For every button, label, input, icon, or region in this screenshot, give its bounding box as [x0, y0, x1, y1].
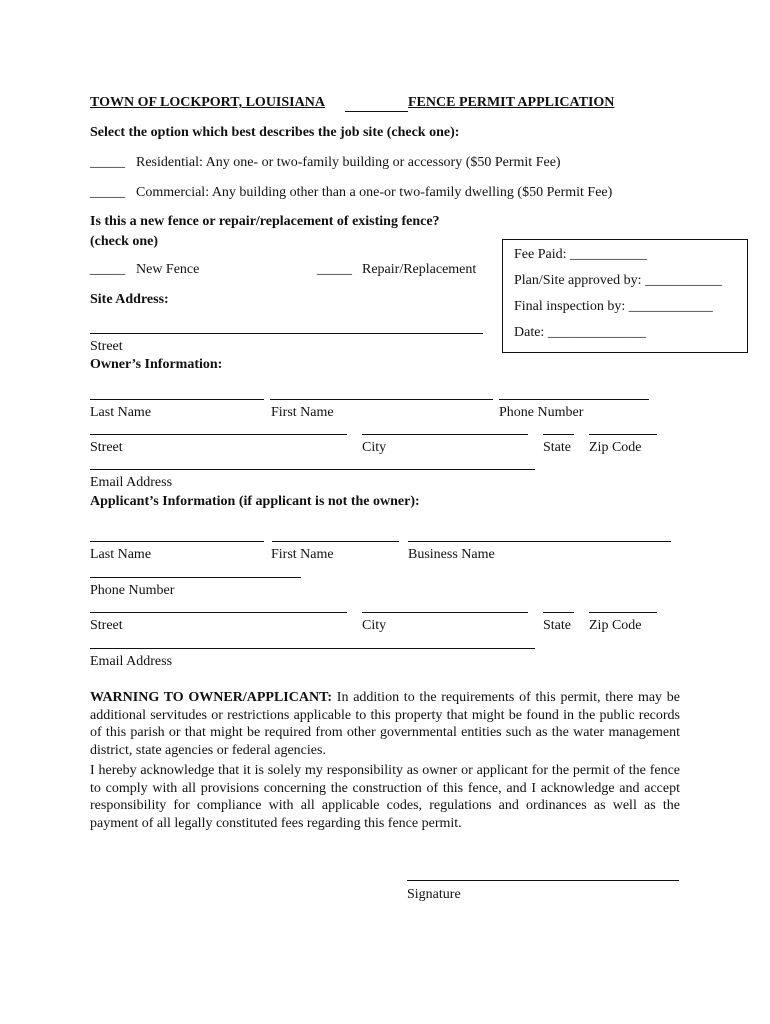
commercial-checkbox-blank[interactable]: _____: [90, 185, 125, 200]
new-fence-option: New Fence: [136, 262, 200, 277]
owner-first-name-line[interactable]: [270, 399, 493, 400]
warning-label: WARNING TO OWNER/APPLICANT:: [90, 690, 333, 705]
site-address-label: Site Address:: [90, 292, 169, 307]
applicant-street-label: Street: [90, 618, 123, 633]
owner-phone-label: Phone Number: [499, 405, 584, 420]
owner-city-line[interactable]: [362, 434, 528, 435]
new-fence-checkbox-blank[interactable]: _____: [90, 262, 125, 277]
applicant-last-name-label: Last Name: [90, 547, 152, 562]
town-title: TOWN OF LOCKPORT, LOUISIANA: [90, 95, 325, 110]
applicant-phone-line[interactable]: [90, 577, 301, 578]
applicant-heading: Applicant’s Information (if applicant is not the owner):: [90, 494, 420, 509]
owner-email-line[interactable]: [90, 469, 535, 470]
applicant-city-label: City: [362, 618, 387, 633]
applicant-state-line[interactable]: [543, 612, 574, 613]
owner-last-name-label: Last Name: [90, 405, 152, 420]
applicant-business-label: Business Name: [408, 547, 495, 562]
applicant-first-name-line[interactable]: [272, 541, 399, 542]
acknowledgement-paragraph: I hereby acknowledge that it is solely my responsibility as owner or applicant for the permit of the fence to comply with all provisions concerning the construction of this fence, and I acknowledge and accept responsibility for compliance with all applicable codes, regulations and ordinances as well as the payment of all legally constituted fees regarding this fence permit.: [90, 763, 680, 832]
warning-paragraph: [90, 689, 680, 760]
applicant-last-name-line[interactable]: [90, 541, 264, 542]
applicant-state-label: State: [543, 618, 571, 633]
fee-paid-field[interactable]: Fee Paid: ___________: [514, 247, 647, 262]
applicant-email-label: Email Address: [90, 654, 173, 669]
applicant-phone-label: Phone Number: [90, 583, 175, 598]
signature-line[interactable]: [407, 880, 679, 881]
owner-zip-label: Zip Code: [589, 440, 642, 455]
warning-text: In addition to the requirements of this permit, there may be additional servitudes or restrictions applicable to this property that might be found in the public records of this parish or that might be required from other governmental entities such as the water management district, state agencies or federal agencies.: [90, 690, 680, 759]
applicant-zip-line[interactable]: [589, 612, 657, 613]
plan-approved-field[interactable]: Plan/Site approved by: ___________: [514, 273, 723, 288]
final-inspection-field[interactable]: Final inspection by: ____________: [514, 299, 713, 314]
fence-type-question: Is this a new fence or repair/replacement of existing fence?: [90, 214, 440, 229]
owner-street-label: Street: [90, 440, 123, 455]
job-site-prompt: Select the option which best describes the job site (check one):: [90, 125, 460, 140]
owner-email-label: Email Address: [90, 475, 173, 490]
repair-checkbox-blank[interactable]: _____: [317, 262, 352, 277]
applicant-street-line[interactable]: [90, 612, 347, 613]
owner-first-name-label: First Name: [271, 405, 334, 420]
owner-city-label: City: [362, 440, 387, 455]
owner-street-line[interactable]: [90, 434, 347, 435]
applicant-business-line[interactable]: [408, 541, 671, 542]
applicant-city-line[interactable]: [362, 612, 528, 613]
site-street-line[interactable]: [90, 333, 483, 334]
residential-checkbox-blank[interactable]: _____: [90, 155, 125, 170]
owner-last-name-line[interactable]: [90, 399, 264, 400]
date-field[interactable]: Date: ______________: [514, 325, 646, 340]
owner-zip-line[interactable]: [589, 434, 657, 435]
owner-state-label: State: [543, 440, 571, 455]
site-street-label: Street: [90, 339, 123, 354]
fence-type-check-one: (check one): [90, 234, 159, 249]
header-underline-gap: [345, 111, 408, 112]
applicant-first-name-label: First Name: [271, 547, 334, 562]
signature-label: Signature: [407, 887, 461, 902]
residential-option: Residential: Any one- or two-family building or accessory ($50 Permit Fee): [136, 155, 561, 170]
owner-heading: Owner’s Information:: [90, 357, 223, 372]
applicant-email-line[interactable]: [90, 648, 535, 649]
commercial-option: Commercial: Any building other than a one-or two-family dwelling ($50 Permit Fee): [136, 185, 613, 200]
applicant-zip-label: Zip Code: [589, 618, 642, 633]
owner-state-line[interactable]: [543, 434, 574, 435]
repair-option: Repair/Replacement: [362, 262, 477, 277]
owner-phone-line[interactable]: [499, 399, 649, 400]
form-title: FENCE PERMIT APPLICATION: [408, 95, 615, 110]
